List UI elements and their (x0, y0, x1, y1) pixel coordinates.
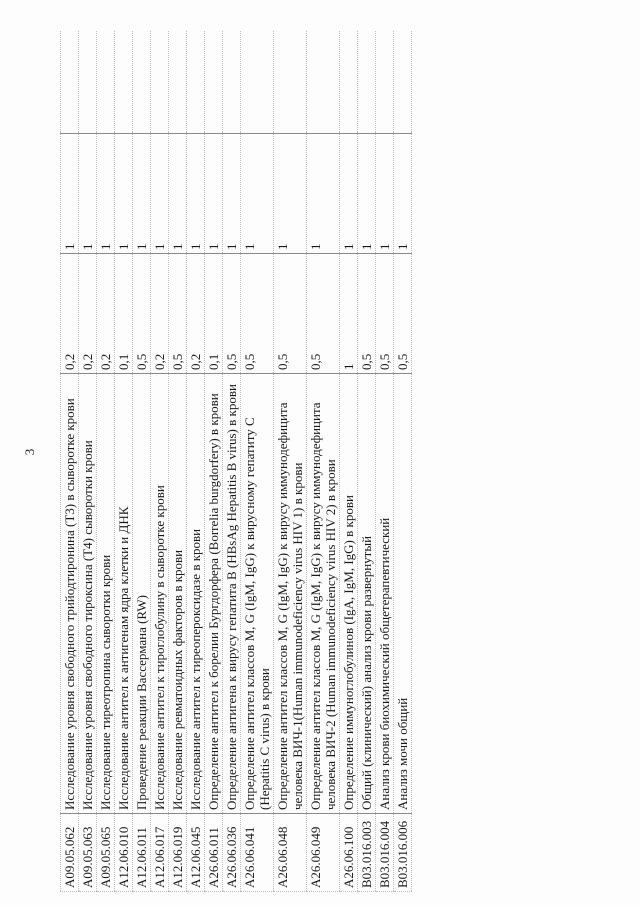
multiplicity-cell: 1 (205, 134, 223, 254)
multiplicity-cell: 1 (61, 134, 79, 254)
frequency-cell: 0,5 (241, 254, 274, 374)
empty-cell (115, 32, 133, 134)
service-name-cell: Исследование уровня свободного тироксина (Т4) сыворотки крови (79, 374, 97, 814)
table-row (394, 32, 412, 892)
service-code-cell: A09.05.062 (61, 814, 79, 892)
table-row (274, 32, 307, 892)
empty-cell (151, 32, 169, 134)
service-name-cell: Определение антител классов M, G (IgM, IgG) к вирусному гепатиту C (Hepatitis C virus) в крови (241, 374, 274, 814)
table-row (169, 32, 187, 892)
table-row (97, 32, 115, 892)
service-name-cell: Проведение реакции Вассермана (RW) (133, 374, 151, 814)
service-code-cell: A12.06.045 (187, 814, 205, 892)
empty-cell (79, 32, 97, 134)
frequency-cell: 0,2 (61, 254, 79, 374)
empty-cell (307, 32, 340, 134)
service-code-cell: A26.06.041 (241, 814, 274, 892)
table-row (115, 32, 133, 892)
multiplicity-cell: 1 (187, 134, 205, 254)
empty-cell (133, 32, 151, 134)
service-code-cell: A12.06.019 (169, 814, 187, 892)
empty-cell (169, 32, 187, 134)
empty-cell (61, 32, 79, 134)
frequency-cell: 0,2 (151, 254, 169, 374)
table-row (187, 32, 205, 892)
empty-cell (205, 32, 223, 134)
table-row (133, 32, 151, 892)
table-row (358, 32, 376, 892)
service-code-cell: B03.016.006 (394, 814, 412, 892)
empty-cell (274, 32, 307, 134)
multiplicity-cell: 1 (79, 134, 97, 254)
empty-cell (358, 32, 376, 134)
service-code-cell: A12.06.011 (133, 814, 151, 892)
service-name-cell: Исследование антител к тироглобулину в сыворотке крови (151, 374, 169, 814)
frequency-cell: 0,5 (394, 254, 412, 374)
empty-cell (394, 32, 412, 134)
table-row (376, 32, 394, 892)
table-row (307, 32, 340, 892)
service-code-cell: A26.06.100 (340, 814, 358, 892)
service-code-cell: A09.05.063 (79, 814, 97, 892)
frequency-cell: 0,2 (79, 254, 97, 374)
service-name-cell: Анализ мочи общий (394, 374, 412, 814)
frequency-cell: 0,5 (274, 254, 307, 374)
multiplicity-cell: 1 (241, 134, 274, 254)
empty-cell (376, 32, 394, 134)
multiplicity-cell: 1 (97, 134, 115, 254)
empty-cell (223, 32, 241, 134)
frequency-cell: 0,5 (133, 254, 151, 374)
service-code-cell: B03.016.004 (376, 814, 394, 892)
service-name-cell: Общий (клинический) анализ крови развернутый (358, 374, 376, 814)
multiplicity-cell: 1 (307, 134, 340, 254)
service-code-cell: B03.016.003 (358, 814, 376, 892)
service-code-cell: A12.06.010 (115, 814, 133, 892)
frequency-cell: 0,1 (115, 254, 133, 374)
frequency-cell: 0,5 (223, 254, 241, 374)
multiplicity-cell: 1 (394, 134, 412, 254)
multiplicity-cell: 1 (151, 134, 169, 254)
empty-cell (97, 32, 115, 134)
service-name-cell: Исследование тиреотропина сыворотки крови (97, 374, 115, 814)
frequency-cell: 0,5 (358, 254, 376, 374)
multiplicity-cell: 1 (376, 134, 394, 254)
multiplicity-cell: 1 (274, 134, 307, 254)
table-row (223, 32, 241, 892)
table-row (61, 32, 79, 892)
service-name-cell: Исследование уровня свободного трийодтиронина (Т3) в сыворотке крови (61, 374, 79, 814)
frequency-cell: 0,2 (97, 254, 115, 374)
table-row (151, 32, 169, 892)
service-code-cell: A12.06.017 (151, 814, 169, 892)
service-name-cell: Определение иммуноглобулинов (IgA, IgM, IgG) в крови (340, 374, 358, 814)
table-row (205, 32, 223, 892)
empty-cell (241, 32, 274, 134)
service-name-cell: Исследование антител к антигенам ядра клетки и ДНК (115, 374, 133, 814)
multiplicity-cell: 1 (223, 134, 241, 254)
services-table-body (61, 32, 412, 892)
service-name-cell: Анализ крови биохимический общетерапевтический (376, 374, 394, 814)
service-name-cell: Определение антител классов M, G (IgM, IgG) к вирусу иммунодефицита человека ВИЧ-1(Human immunodeficiency virus HIV 1) в крови (274, 374, 307, 814)
frequency-cell: 0,5 (307, 254, 340, 374)
service-name-cell: Исследование антител к тиреопероксидазе в крови (187, 374, 205, 814)
frequency-cell: 0,5 (376, 254, 394, 374)
service-code-cell: A26.06.011 (205, 814, 223, 892)
service-name-cell: Определение антигена к вирусу гепатита B (HBsAg Hepatitis B virus) в крови (223, 374, 241, 814)
multiplicity-cell: 1 (133, 134, 151, 254)
services-table (60, 32, 412, 893)
frequency-cell: 0,2 (187, 254, 205, 374)
service-name-cell: Определение антител классов M, G (IgM, IgG) к вирусу иммунодефицита человека ВИЧ-2 (Human immunodeficiency virus HIV 2) в крови (307, 374, 340, 814)
table-row (79, 32, 97, 892)
table-row (241, 32, 274, 892)
service-code-cell: A09.05.065 (97, 814, 115, 892)
frequency-cell: 0,5 (169, 254, 187, 374)
frequency-cell: 0,1 (205, 254, 223, 374)
service-name-cell: Исследование ревматоидных факторов в крови (169, 374, 187, 814)
service-code-cell: A26.06.049 (307, 814, 340, 892)
service-code-cell: A26.06.036 (223, 814, 241, 892)
multiplicity-cell: 1 (169, 134, 187, 254)
service-name-cell: Определение антител к борелии Бургдорфера (Borrelia burgdorfery) в крови (205, 374, 223, 814)
multiplicity-cell: 1 (115, 134, 133, 254)
table-row (340, 32, 358, 892)
page-number: 3 (22, 448, 37, 456)
service-code-cell: A26.06.048 (274, 814, 307, 892)
multiplicity-cell: 1 (358, 134, 376, 254)
frequency-cell: 1 (340, 254, 358, 374)
multiplicity-cell: 1 (340, 134, 358, 254)
empty-cell (340, 32, 358, 134)
empty-cell (187, 32, 205, 134)
